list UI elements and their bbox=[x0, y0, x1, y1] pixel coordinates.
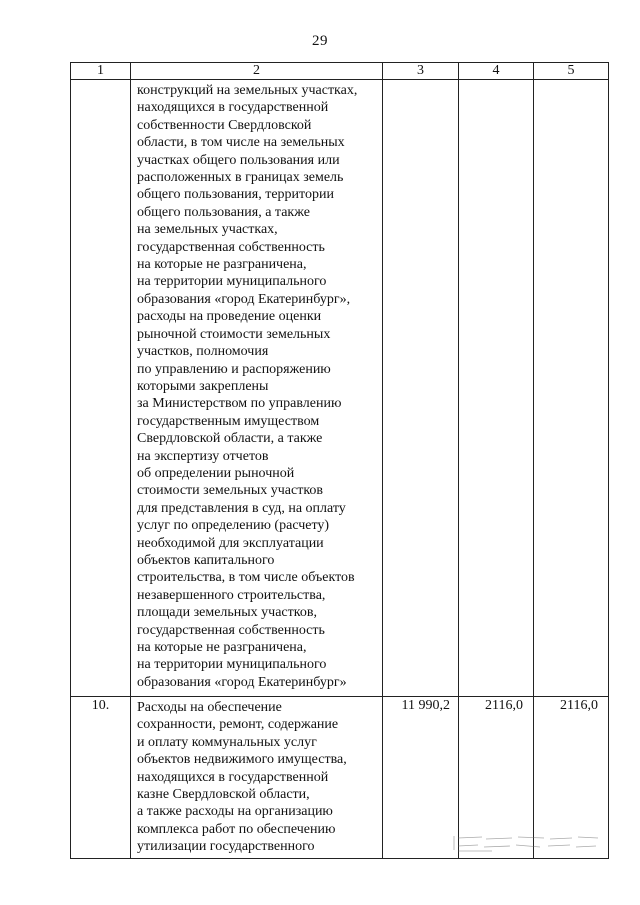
description-cell bbox=[131, 697, 383, 859]
description-line: на которые не разграничена, bbox=[137, 257, 307, 273]
description-line: общего пользования, а также bbox=[137, 204, 310, 220]
column-header-4: 4 bbox=[459, 63, 534, 80]
description-line: Расходы на обеспечение bbox=[137, 700, 282, 715]
description-line: государственным имуществом bbox=[137, 413, 320, 429]
scan-artifact-stamp bbox=[452, 832, 602, 854]
amount-cell-col4 bbox=[459, 80, 534, 697]
description-line: находящихся в государственной bbox=[137, 769, 329, 785]
description-line: незавершенного строительства, bbox=[137, 587, 326, 603]
description-line: которыми закреплены bbox=[137, 378, 269, 394]
description-line: государственная собственность bbox=[137, 239, 325, 255]
description-line: образования «город Екатеринбург», bbox=[137, 291, 351, 307]
description-line: участков, полномочия bbox=[137, 344, 269, 360]
description-line: находящихся в государственной bbox=[137, 100, 329, 116]
table-header bbox=[71, 63, 609, 80]
description-line: сохранности, ремонт, содержание bbox=[137, 717, 339, 733]
description-line: конструкций на земельных участках, bbox=[137, 83, 358, 98]
description-cell bbox=[131, 80, 383, 697]
column-header-1: 1 bbox=[71, 63, 131, 80]
description-line: на экспертизу отчетов bbox=[137, 448, 269, 464]
column-header-2: 2 bbox=[131, 63, 383, 80]
table-row bbox=[71, 80, 609, 697]
description-line: для представления в суд, на оплату bbox=[137, 500, 346, 516]
column-header-3: 3 bbox=[383, 63, 459, 80]
row-number-cell bbox=[71, 80, 131, 697]
description-line: на земельных участках, bbox=[137, 222, 278, 238]
description-line: об определении рыночной bbox=[137, 465, 295, 481]
amount-cell-col5 bbox=[534, 80, 609, 697]
description-line: строительства, в том числе объектов bbox=[137, 570, 355, 586]
amount-cell-col5: 2116,0 bbox=[534, 697, 609, 859]
description-line: стоимости земельных участков bbox=[137, 483, 324, 499]
description-line: за Министерством по управлению bbox=[137, 396, 342, 412]
page-number: 29 bbox=[312, 33, 328, 49]
budget-table bbox=[70, 62, 609, 859]
description-line: площади земельных участков, bbox=[137, 605, 317, 621]
description-line: общего пользования, территории bbox=[137, 187, 334, 203]
description-line: рыночной стоимости земельных bbox=[137, 326, 331, 342]
description-line: казне Свердловской области, bbox=[137, 787, 310, 803]
amount-cell-col4: 2116,0 bbox=[459, 697, 534, 859]
description-line: расположенных в границах земель bbox=[137, 170, 344, 186]
description-line: области, в том числе на земельных bbox=[137, 135, 345, 151]
header-row bbox=[71, 63, 609, 80]
row-number-cell: 10. bbox=[71, 697, 131, 859]
description-line: государственная собственность bbox=[137, 622, 325, 638]
description-line: услуг по определению (расчету) bbox=[137, 518, 330, 534]
column-header-5: 5 bbox=[534, 63, 609, 80]
description-line: собственности Свердловской bbox=[137, 117, 312, 133]
description-line: объектов недвижимого имущества, bbox=[137, 752, 347, 768]
description-line: и оплату коммунальных услуг bbox=[137, 734, 317, 750]
description-line: по управлению и распоряжению bbox=[137, 361, 331, 377]
description-line: объектов капитального bbox=[137, 552, 275, 568]
description-line: а также расходы на организацию bbox=[137, 804, 333, 820]
description-line: участках общего пользования или bbox=[137, 152, 340, 168]
description-line: комплекса работ по обеспечению bbox=[137, 821, 336, 837]
amount-cell-col3 bbox=[383, 80, 459, 697]
description-line: необходимой для эксплуатации bbox=[137, 535, 324, 551]
description-line: расходы на проведение оценки bbox=[137, 309, 322, 325]
amount-cell-col3: 11 990,2 bbox=[383, 697, 459, 859]
description-line: на территории муниципального bbox=[137, 657, 327, 673]
description-line: на которые не разграничена, bbox=[137, 640, 307, 655]
description-line: утилизации государственного bbox=[137, 839, 315, 855]
description-line: образования «город Екатеринбург» bbox=[137, 674, 347, 690]
description-line: на территории муниципального bbox=[137, 274, 327, 290]
description-line: Свердловской области, а также bbox=[137, 431, 323, 447]
